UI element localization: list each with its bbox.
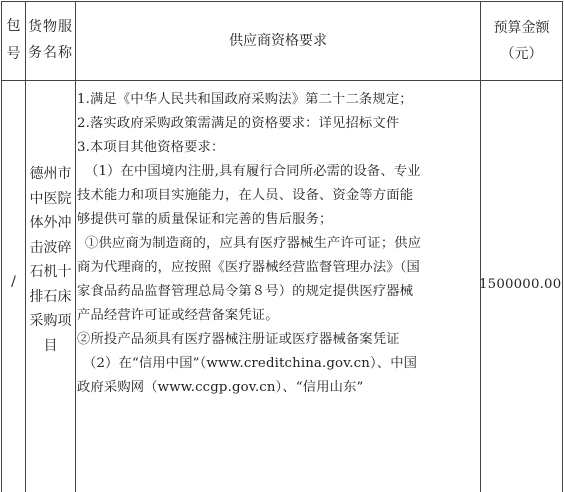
budget-amount: 1500000.00: [479, 277, 562, 292]
requirement-line: ①供应商为制造商的，应具有医疗器械生产许可证；供应: [85, 236, 422, 251]
requirement-line: ②所投产品须具有医疗器械注册证或医疗器械备案凭证: [77, 332, 400, 347]
requirements-cell: [77, 88, 481, 400]
requirement-line: 产品经营许可证或经营备案凭证。: [77, 308, 279, 323]
requirement-line: 3.本项目其他资格要求：: [77, 140, 225, 155]
header-package: 包号: [6, 18, 21, 62]
requirement-line: 1.满足《中华人民共和国政府采购法》第二十二条规定；: [77, 92, 413, 107]
table-border-top: [1, 1, 563, 2]
requirement-line: （1）在中国境内注册,具有履行合同所必需的设备、专业: [85, 164, 421, 179]
requirement-line: 政府采购网（www.ccgp.gov.cn）、“信用山东”: [77, 380, 364, 395]
header-budget: 预算金额（元）: [493, 20, 550, 62]
header-divider: [1, 80, 563, 81]
header-goods-name: 货物服务名称: [28, 19, 73, 61]
requirement-line: （2）在“信用中国”（www.creditchina.gov.cn）、中国: [83, 356, 418, 371]
requirement-line: 2.落实政府采购政策需满足的资格要求：详见招标文件: [77, 116, 400, 131]
header-requirements: 供应商资格要求: [229, 33, 327, 49]
requirement-line: 够提供可靠的质量保证和完善的售后服务；: [77, 212, 333, 227]
column-divider: [75, 1, 76, 492]
requirement-line: 商为代理商的，应按照《医疗器械经营监督管理办法》（国: [77, 260, 420, 275]
requirement-line: 技术能力和项目实施能力，在人员、设备、资金等方面能: [77, 188, 414, 203]
requirement-line: 家食品药品监督管理总局令第８号）的规定提供医疗器械: [77, 284, 414, 299]
goods-name-cell: 德州市中医院体外冲击波碎石机十排石床采购项目: [29, 166, 72, 354]
package-number: /: [11, 274, 16, 290]
table-border-right: [562, 1, 563, 492]
table-border-left: [1, 1, 2, 492]
